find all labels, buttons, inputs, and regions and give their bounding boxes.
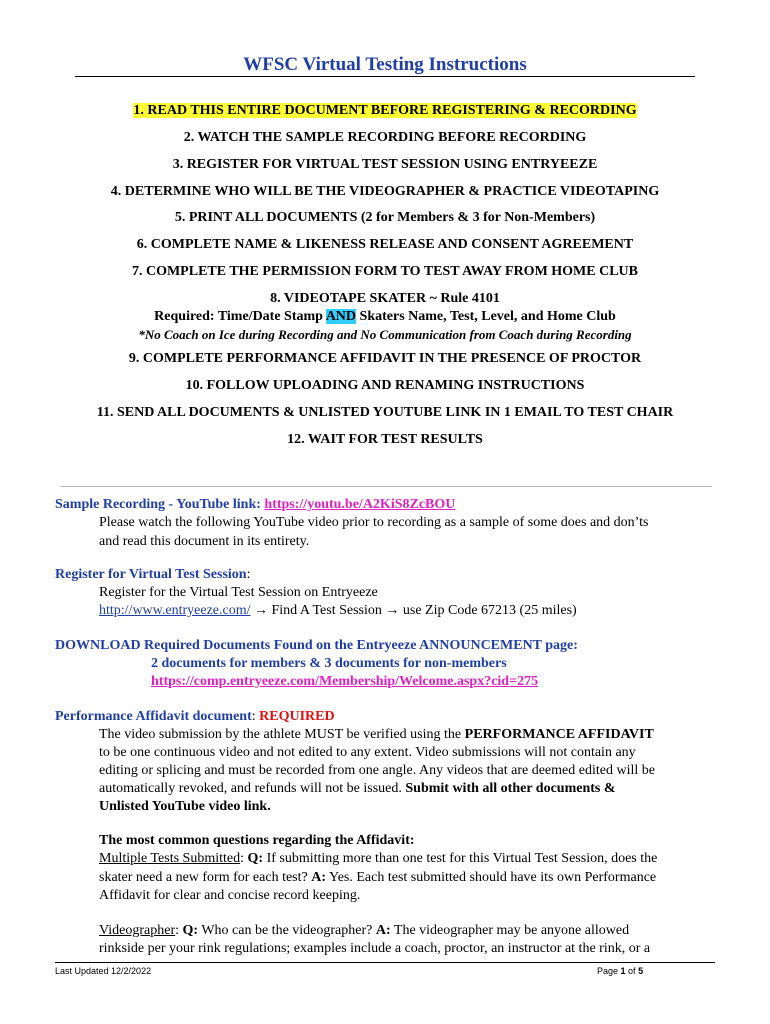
title-underline (75, 76, 695, 77)
faq-q1-sep: : (240, 851, 248, 866)
footer-page-mid: of (625, 966, 639, 976)
step-10: 10. FOLLOW UPLOADING AND RENAMING INSTRUCTIONS (185, 378, 585, 393)
sample-youtube-link[interactable]: https://youtu.be/A2KiS8ZcBOU (264, 497, 456, 512)
affidavit-line-2: to be one continuous video and not edited to any extent. Video submissions will not contain any (99, 745, 636, 760)
affidavit-line-1-bold: PERFORMANCE AFFIDAVIT (464, 727, 654, 742)
faq-q1-l2-text: skater need a new form for each test? (99, 870, 312, 885)
affidavit-line-4 (99, 780, 616, 799)
faq-q1-line-1 (99, 850, 657, 869)
sample-heading-text: Sample Recording - YouTube link: (55, 497, 265, 512)
affidavit-heading-text: Performance Affidavit document (55, 709, 252, 724)
sample-line-1: Please watch the following YouTube video prior to recording as a sample of some does and don’ts (99, 515, 649, 530)
step-8-required-pre: Required: Time/Date Stamp (154, 309, 326, 324)
footer-last-updated: Last Updated 12/2/2022 (55, 966, 152, 976)
step-1 (40, 102, 730, 120)
document-title: WFSC Virtual Testing Instructions (243, 54, 527, 75)
faq-q2-q-marker: Q: (182, 923, 199, 938)
step-1-text: 1. READ THIS ENTIRE DOCUMENT BEFORE REGISTERING & RECORDING (133, 103, 637, 118)
faq-heading: The most common questions regarding the Affidavit: (99, 833, 415, 848)
register-line-2 (99, 602, 577, 621)
footer-page-number (597, 966, 643, 976)
footer-page-total: 5 (638, 966, 644, 976)
download-link-line (151, 673, 538, 692)
sample-recording-heading (55, 496, 455, 515)
step-12: 12. WAIT FOR TEST RESULTS (287, 432, 483, 447)
section-divider (60, 486, 712, 487)
faq-q1-line-3: Affidavit for clear and concise record keeping. (99, 888, 361, 903)
faq-q2-sep: : (175, 923, 183, 938)
faq-q1-a-marker: A: (311, 870, 327, 885)
register-instructions: → Find A Test Session → use Zip Code 67213 (25 miles) (250, 603, 577, 618)
register-heading (55, 566, 251, 585)
faq-q2-answer: The videographer may be anyone allowed (390, 923, 630, 938)
step-4: 4. DETERMINE WHO WILL BE THE VIDEOGRAPHER & PRACTICE VIDEOTAPING (110, 184, 660, 199)
step-6: 6. COMPLETE NAME & LIKENESS RELEASE AND CONSENT AGREEMENT (136, 237, 634, 252)
affidavit-required: REQUIRED (259, 709, 335, 724)
faq-q1-q-marker: Q: (247, 851, 264, 866)
step-8: 8. VIDEOTAPE SKATER ~ Rule 4101 (270, 291, 500, 306)
affidavit-line-4-bold: Submit with all other documents & (405, 781, 616, 796)
step-3: 3. REGISTER FOR VIRTUAL TEST SESSION USING ENTRYEEZE (172, 157, 598, 172)
affidavit-line-5: Unlisted YouTube video link. (99, 799, 271, 814)
step-8-required-and: AND (325, 309, 357, 324)
affidavit-line-4-text: automatically revoked, and refunds will not be issued. (99, 781, 406, 796)
footer-page-pre: Page (597, 966, 621, 976)
affidavit-line-1 (99, 726, 654, 745)
affidavit-heading-colon: : (251, 709, 260, 724)
affidavit-line-1-text: The video submission by the athlete MUST be verified using the (99, 727, 465, 742)
affidavit-line-3: editing or splicing and must be recorded from one angle. Any videos that are deemed edited will be (99, 763, 655, 778)
footer-divider (55, 962, 715, 963)
step-5: 5. PRINT ALL DOCUMENTS (2 for Members & 3 for Non-Members) (174, 210, 596, 225)
step-9: 9. COMPLETE PERFORMANCE AFFIDAVIT IN THE PRESENCE OF PROCTOR (128, 351, 642, 366)
step-8-note: *No Coach on Ice during Recording and No Communication from Coach during Recording (138, 327, 632, 342)
register-heading-text: Register for Virtual Test Session (55, 567, 247, 582)
register-line-1: Register for the Virtual Test Session on Entryeeze (99, 585, 378, 600)
faq-q2-question: Who can be the videographer? (198, 923, 376, 938)
download-line-1: 2 documents for members & 3 documents for non-members (151, 656, 507, 671)
download-membership-link[interactable]: https://comp.entryeeze.com/Membership/Welcome.aspx?cid=275 (151, 674, 539, 689)
entryeeze-link[interactable]: http://www.entryeeze.com/ (99, 603, 251, 618)
affidavit-heading (55, 708, 335, 727)
step-8-required-post: Skaters Name, Test, Level, and Home Club (356, 309, 616, 324)
sample-line-2: and read this document in its entirety. (99, 534, 310, 549)
step-2: 2. WATCH THE SAMPLE RECORDING BEFORE RECORDING (183, 130, 587, 145)
faq-q2-a-marker: A: (375, 923, 391, 938)
faq-q2-label: Videographer (99, 923, 176, 938)
faq-q2-line-1 (99, 922, 629, 941)
faq-q1-line-2 (99, 869, 656, 888)
faq-q2-line-2: rinkside per your rink regulations; examples include a coach, proctor, an instructor at the rink, or a (99, 941, 651, 956)
faq-q1-answer: Yes. Each test submitted should have its own Performance (326, 870, 657, 885)
footer-page-current: 1 (620, 966, 626, 976)
faq-q1-label: Multiple Tests Submitted (99, 851, 241, 866)
step-11: 11. SEND ALL DOCUMENTS & UNLISTED YOUTUBE LINK IN 1 EMAIL TO TEST CHAIR (96, 405, 674, 420)
step-8-required (40, 308, 730, 326)
faq-q1-text: If submitting more than one test for this Virtual Test Session, does the (263, 851, 658, 866)
step-7: 7. COMPLETE THE PERMISSION FORM TO TEST AWAY FROM HOME CLUB (131, 264, 639, 279)
register-heading-colon: : (246, 567, 251, 582)
download-heading: DOWNLOAD Required Documents Found on the Entryeeze ANNOUNCEMENT page: (55, 638, 578, 653)
